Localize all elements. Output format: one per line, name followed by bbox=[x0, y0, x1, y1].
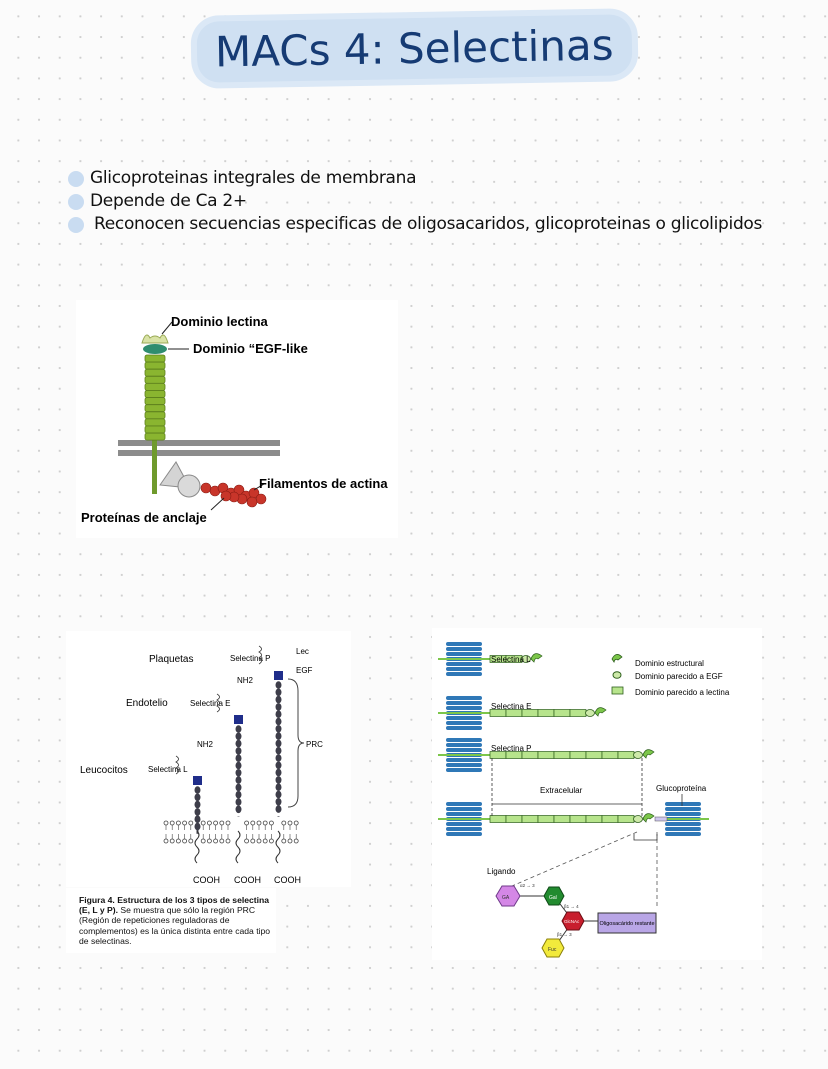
label-lec: Lec bbox=[296, 647, 309, 656]
label-nh2-e: NH2 bbox=[197, 740, 214, 749]
repeat-bead bbox=[276, 769, 282, 777]
membrane-row bbox=[446, 812, 482, 816]
anchor-circle bbox=[178, 475, 200, 497]
membrane-row bbox=[446, 768, 482, 772]
lectin-like-domain bbox=[602, 816, 618, 823]
lectin-domain-box bbox=[274, 671, 283, 680]
actin-bead bbox=[201, 483, 211, 493]
bullet-text: Reconocen secuencias especificas de oligosacaridos, glicoproteinas o glicolipidos bbox=[94, 214, 763, 234]
label-glucoproteina: Glucoproteína bbox=[656, 784, 707, 793]
repeat-bead bbox=[195, 808, 201, 816]
cytoplasmic-tail bbox=[195, 831, 199, 863]
bullet-list bbox=[68, 168, 788, 237]
label-selectina-e: Selectina E bbox=[190, 699, 231, 708]
label-plaquetas: Plaquetas bbox=[149, 654, 194, 665]
label-leucocitos: Leucocitos bbox=[80, 765, 128, 776]
label-endotelio: Endotelio bbox=[126, 698, 168, 709]
membrane-row bbox=[446, 667, 482, 671]
figure-selectin-ligand bbox=[432, 628, 762, 960]
page-title-wrap bbox=[0, 18, 828, 79]
egf-like-domain bbox=[586, 710, 595, 717]
label-anchor-proteins: Proteínas de anclaje bbox=[81, 510, 207, 525]
membrane-row bbox=[446, 748, 482, 752]
repeat-bead bbox=[236, 762, 242, 770]
lectin-like-domain bbox=[554, 752, 570, 759]
bond-label-1: α2 → 3 bbox=[520, 883, 535, 888]
repeat-bead bbox=[276, 783, 282, 791]
caption-bold: Figura 4. Estructura de los 3 tipos de selectina (E, L y P). bbox=[79, 895, 270, 916]
lectin-like-domain bbox=[570, 710, 586, 717]
cytoplasmic-tail bbox=[236, 831, 240, 863]
bond-label-3: β1 → 3 bbox=[557, 932, 572, 937]
bullet-dot-icon bbox=[68, 194, 84, 210]
repeat-bead bbox=[236, 754, 242, 762]
actin-filament bbox=[201, 483, 266, 507]
figure-caption bbox=[66, 888, 276, 953]
consensus-repeat bbox=[145, 419, 165, 426]
label-cooh-e: COOH bbox=[234, 875, 261, 885]
lectin-domain-box bbox=[234, 715, 243, 724]
repeat-bead bbox=[276, 689, 282, 697]
bullet-text: Depende de Ca 2+ bbox=[90, 191, 247, 211]
repeat-bead bbox=[236, 769, 242, 777]
actin-bead bbox=[256, 494, 266, 504]
egf-like-domain bbox=[634, 816, 643, 823]
membrane-row bbox=[665, 812, 701, 816]
consensus-repeat bbox=[145, 376, 165, 383]
membrane-row bbox=[446, 672, 482, 676]
lectin-like-domain bbox=[618, 752, 634, 759]
membrane-top bbox=[118, 440, 280, 446]
repeat-bead bbox=[236, 725, 242, 733]
label-selectina-l: Selectina L bbox=[148, 765, 188, 774]
label-ligando: Ligando bbox=[487, 867, 516, 876]
membrane-row bbox=[446, 802, 482, 806]
lectin-like-domain bbox=[538, 816, 554, 823]
membrane-row bbox=[446, 758, 482, 762]
page-title: MACs 4: Selectinas bbox=[196, 14, 631, 83]
membrane-row bbox=[446, 763, 482, 767]
repeat-bead bbox=[276, 732, 282, 740]
sugar-gal-label: Gal bbox=[549, 895, 557, 901]
cytoplasmic-tail bbox=[276, 831, 280, 863]
membrane-row bbox=[665, 802, 701, 806]
selectin-types-diagram bbox=[66, 631, 351, 887]
repeat-bead bbox=[276, 681, 282, 689]
lectin-like-domain bbox=[586, 752, 602, 759]
membrane-bottom bbox=[118, 450, 280, 456]
lectin-like-domain bbox=[618, 816, 634, 823]
lectin-like-domain bbox=[506, 816, 522, 823]
list-item bbox=[68, 214, 788, 236]
bullet-dot-icon bbox=[68, 217, 84, 233]
list-item bbox=[68, 168, 788, 190]
consensus-repeats bbox=[145, 355, 165, 440]
repeat-bead bbox=[195, 801, 201, 809]
repeat-bead bbox=[236, 806, 242, 814]
label-lectin-domain: Dominio lectina bbox=[171, 314, 268, 329]
bond-label-2: β1 → 4 bbox=[564, 904, 579, 909]
lectin-like-domain bbox=[538, 710, 554, 717]
lectin-like-domain bbox=[490, 816, 506, 823]
repeat-bead bbox=[276, 754, 282, 762]
repeat-bead bbox=[236, 747, 242, 755]
repeat-bead bbox=[276, 805, 282, 813]
repeat-bead bbox=[276, 776, 282, 784]
oligo-label: Oligosacárido restante bbox=[599, 921, 655, 927]
repeat-bead bbox=[195, 794, 201, 802]
legend-lectin-icon bbox=[612, 687, 623, 694]
membrane-row bbox=[446, 642, 482, 646]
membrane-row bbox=[665, 832, 701, 836]
membrane-row bbox=[446, 726, 482, 730]
repeat-bead bbox=[276, 725, 282, 733]
membrane-row bbox=[446, 701, 482, 705]
membrane-row bbox=[665, 827, 701, 831]
structural-domain bbox=[643, 814, 654, 822]
membrane-row bbox=[446, 647, 482, 651]
repeat-bead bbox=[276, 747, 282, 755]
label-actin: Filamentos de actina bbox=[259, 476, 388, 491]
consensus-repeat bbox=[145, 426, 165, 433]
repeat-bead bbox=[276, 791, 282, 799]
legend-egf-icon bbox=[613, 672, 621, 679]
lectin-like-domain bbox=[570, 816, 586, 823]
membrane-row bbox=[665, 807, 701, 811]
repeat-bead bbox=[276, 762, 282, 770]
lectin-like-domain bbox=[554, 710, 570, 717]
label-selectina-p: Selectina P bbox=[230, 654, 271, 663]
legend-structural-icon bbox=[612, 654, 622, 662]
lipid-bilayer bbox=[164, 821, 298, 843]
sugar-fuc-label: Fuc bbox=[548, 947, 557, 953]
membrane-row bbox=[446, 832, 482, 836]
prc-brace bbox=[288, 679, 304, 807]
membrane-row bbox=[446, 721, 482, 725]
sugar-glcnac-label: GlcNAc bbox=[564, 919, 580, 924]
label-sel-l: Selectina L bbox=[491, 655, 531, 664]
label-cooh-l: COOH bbox=[193, 875, 220, 885]
label-cooh-p: COOH bbox=[274, 875, 301, 885]
repeat-bead bbox=[195, 786, 201, 794]
lectin-like-domain bbox=[602, 752, 618, 759]
selectin-chains bbox=[176, 646, 283, 863]
lectin-like-domain bbox=[570, 752, 586, 759]
repeat-bead bbox=[276, 798, 282, 806]
repeat-bead bbox=[236, 740, 242, 748]
legend-egf: Dominio parecido a EGF bbox=[635, 672, 723, 681]
label-sel-e: Selectina E bbox=[491, 702, 532, 711]
figure-selectin-membrane bbox=[76, 300, 398, 538]
lectin-domain bbox=[142, 335, 168, 343]
membrane-row bbox=[446, 743, 482, 747]
label-prc: PRC bbox=[306, 740, 323, 749]
label-sel-p: Selectina P bbox=[491, 744, 532, 753]
selectin-membrane-diagram bbox=[76, 300, 398, 538]
figure-selectin-types bbox=[66, 631, 351, 887]
lectin-like-domain bbox=[554, 816, 570, 823]
membrane-row bbox=[446, 662, 482, 666]
egf-domain bbox=[143, 344, 167, 354]
actin-bead bbox=[247, 497, 257, 507]
membrane-row bbox=[665, 822, 701, 826]
repeat-bead bbox=[236, 776, 242, 784]
membrane-row bbox=[446, 807, 482, 811]
egf-like-domain bbox=[634, 752, 643, 759]
repeat-bead bbox=[276, 710, 282, 718]
consensus-repeat bbox=[145, 369, 165, 376]
membrane-row bbox=[446, 696, 482, 700]
list-item bbox=[68, 191, 788, 213]
caption-text: Se muestra que sólo la región PRC (Región de repeticiones reguladoras de complementos) es la única distinta entre cada tipo de selectinas. bbox=[79, 905, 271, 946]
membrane-row bbox=[446, 716, 482, 720]
consensus-repeat bbox=[145, 398, 165, 405]
repeat-bead bbox=[236, 784, 242, 792]
lectin-like-domain bbox=[538, 752, 554, 759]
label-egf: EGF bbox=[296, 666, 313, 675]
membrane-row bbox=[446, 822, 482, 826]
structural-domain bbox=[643, 750, 654, 758]
structural-domain bbox=[531, 654, 542, 662]
bullet-text: Glicoproteinas integrales de membrana bbox=[90, 168, 417, 188]
label-nh2-p: NH2 bbox=[237, 676, 254, 685]
membrane-row bbox=[446, 827, 482, 831]
structural-domain bbox=[595, 708, 606, 716]
repeat-bead bbox=[276, 740, 282, 748]
consensus-repeat bbox=[145, 362, 165, 369]
consensus-repeat bbox=[145, 391, 165, 398]
consensus-repeat bbox=[145, 383, 165, 390]
consensus-repeat bbox=[145, 433, 165, 440]
repeat-bead bbox=[276, 703, 282, 711]
membrane-row bbox=[446, 738, 482, 742]
sugar-ga-label: GA bbox=[502, 895, 510, 901]
consensus-repeat bbox=[145, 405, 165, 412]
membrane-row bbox=[446, 652, 482, 656]
label-extracelular: Extracelular bbox=[540, 786, 583, 795]
repeat-bead bbox=[236, 733, 242, 741]
membrane-row bbox=[446, 706, 482, 710]
selectin-ligand-diagram bbox=[432, 628, 762, 960]
legend-structural: Dominio estructural bbox=[635, 659, 704, 668]
lectin-like-domain bbox=[522, 816, 538, 823]
legend-lectin: Dominio parecido a lectina bbox=[635, 688, 730, 697]
bullet-dot-icon bbox=[68, 171, 84, 187]
repeat-bead bbox=[236, 798, 242, 806]
label-egf-domain: Dominio “EGF-like bbox=[193, 341, 308, 356]
repeat-bead bbox=[276, 718, 282, 726]
repeat-bead bbox=[236, 791, 242, 799]
lectin-like-domain bbox=[586, 816, 602, 823]
consensus-repeat bbox=[145, 412, 165, 419]
consensus-repeat bbox=[145, 355, 165, 362]
repeat-bead bbox=[276, 696, 282, 704]
lectin-domain-box bbox=[193, 776, 202, 785]
